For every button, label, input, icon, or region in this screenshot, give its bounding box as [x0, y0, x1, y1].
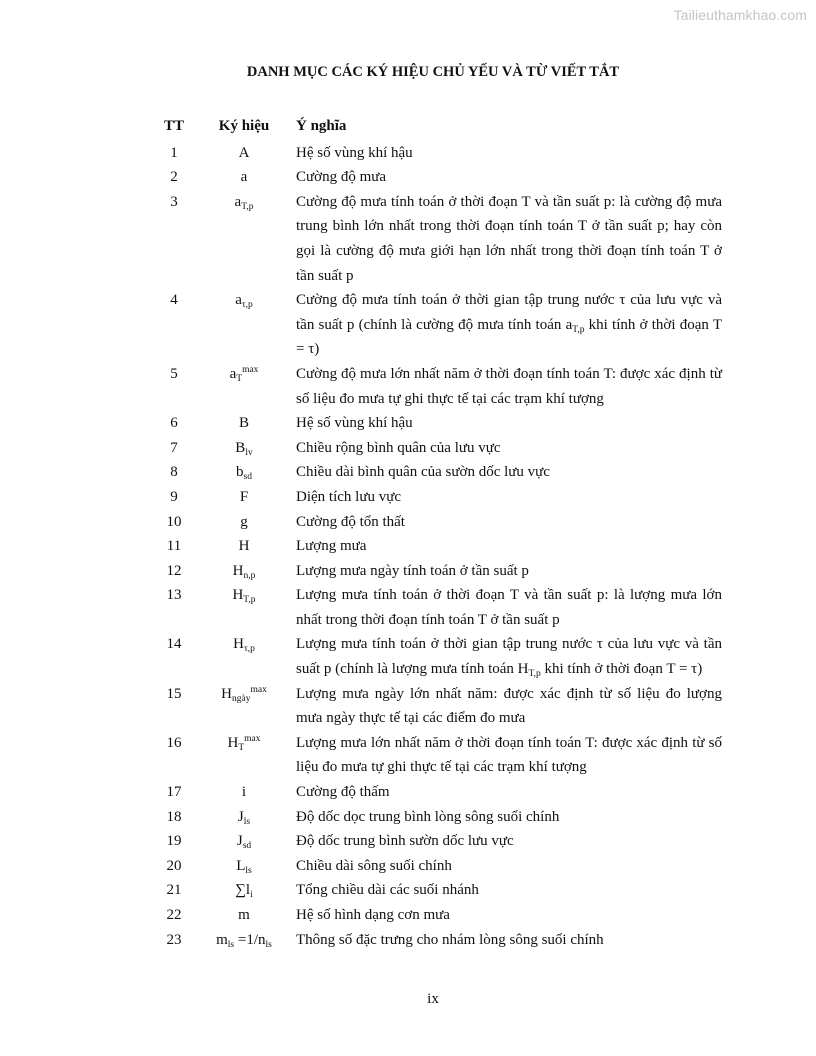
- row-symbol: [192, 165, 296, 190]
- symbol-base: a: [235, 292, 242, 309]
- row-number: 9: [170, 488, 178, 505]
- row-number: 10: [166, 513, 182, 530]
- symbol-subscript: sd: [243, 472, 252, 483]
- row-meaning: Chiều dài sông suối chính: [296, 857, 452, 874]
- symbol-superscript: max: [242, 364, 259, 375]
- symbol-base: a: [240, 169, 248, 186]
- symbol-base: J: [236, 833, 243, 850]
- symbol-base: m: [238, 907, 250, 923]
- row-number: 17: [166, 784, 182, 801]
- symbol-base: L: [236, 857, 246, 874]
- row-number: 15: [166, 685, 182, 702]
- table-row: [156, 903, 722, 928]
- symbol-subscript: ls: [243, 816, 251, 827]
- table-row: [156, 878, 722, 903]
- row-meaning: Hệ số vùng khí hậu: [296, 415, 413, 432]
- row-symbol: [192, 411, 296, 436]
- table-row: [156, 411, 722, 436]
- row-meaning: Cường độ thấm: [296, 784, 390, 801]
- row-number: 13: [166, 587, 182, 604]
- symbol-base: H: [232, 562, 244, 579]
- table-row: [156, 510, 722, 535]
- row-symbol: [192, 780, 296, 805]
- row-meaning: Thông số đặc trưng cho nhám lòng sông suối chính: [296, 931, 604, 948]
- row-meaning: Tổng chiều dài các suối nhánh: [296, 882, 479, 899]
- row-number: 7: [170, 439, 178, 456]
- header-symbol: Ký hiệu: [218, 118, 270, 134]
- table-row: [156, 854, 722, 879]
- row-meaning: Độ dốc trung bình sườn dốc lưu vực: [296, 833, 514, 850]
- symbol-base: H: [227, 734, 239, 751]
- table-row: [156, 682, 722, 731]
- symbol-superscript: max: [250, 684, 267, 695]
- row-meaning: Hệ số vùng khí hậu: [296, 144, 413, 161]
- row-number: 6: [170, 415, 178, 432]
- symbol-subscript: i: [250, 890, 253, 901]
- symbol-base: B: [238, 415, 249, 432]
- row-number: 14: [166, 636, 182, 653]
- symbol-base: m: [216, 931, 228, 948]
- symbol-base: H: [232, 587, 244, 604]
- row-number: 11: [166, 538, 182, 555]
- row-symbol: [192, 362, 296, 387]
- page-number: ix: [427, 991, 439, 1007]
- row-number: 4: [170, 292, 178, 309]
- row-number: 2: [170, 169, 178, 186]
- row-meaning: Lượng mưa lớn nhất năm ở thời đoạn tính toán T: được xác định từ số liệu đo mưa tự ghi thực tế tại các trạm khí tượng: [296, 734, 722, 776]
- row-symbol: [192, 141, 296, 166]
- meaning-text: Lượng mưa tính toán ở thời gian tập trung nước τ của lưu vực và tần suất p (chính là lượng mưa tính toán H: [296, 636, 722, 678]
- symbol-base: J: [237, 808, 244, 825]
- symbol-base: H: [221, 685, 232, 702]
- row-meaning: Lượng mưa ngày lớn nhất năm: được xác định từ số liệu đo lượng mưa ngày thực tế tại các điểm đo mưa: [296, 685, 722, 727]
- row-symbol: [192, 903, 296, 928]
- symbol-subscript: ngày: [232, 693, 251, 704]
- row-meaning: Hệ số hình dạng cơn mưa: [296, 907, 450, 923]
- row-meaning: Lượng mưa ngày tính toán ở tần suất p: [296, 562, 529, 579]
- page-title: DANH MỤC CÁC KÝ HIỆU CHỦ YẾU VÀ TỪ VIẾT TẮT: [246, 64, 620, 80]
- row-symbol: [192, 878, 296, 903]
- row-meaning: Độ dốc dọc trung bình lòng sông suối chính: [296, 808, 560, 825]
- row-number: 16: [166, 734, 182, 751]
- symbol-base: F: [239, 488, 249, 505]
- table-row: [156, 805, 722, 830]
- row-symbol: [192, 190, 296, 215]
- meaning-subscript: T,p: [572, 324, 585, 335]
- symbol-subscript: ls: [245, 865, 252, 876]
- table-header: [156, 114, 722, 139]
- symbol-base: B: [235, 439, 246, 456]
- symbol-base: H: [238, 538, 250, 555]
- row-symbol: [192, 583, 296, 608]
- table-row: [156, 141, 722, 166]
- row-number: 19: [166, 833, 182, 850]
- row-symbol: [192, 460, 296, 485]
- meaning-text: khi tính ở thời đoạn T = τ): [296, 316, 722, 358]
- symbol-base-2: =1/n: [234, 931, 266, 948]
- row-number: 5: [170, 365, 178, 382]
- table-row: [156, 632, 722, 681]
- symbol-subscript: τ,p: [241, 300, 253, 311]
- table-row: [156, 165, 722, 190]
- watermark: Tailieuthamkhao.com: [673, 7, 807, 23]
- meaning-text: khi tính ở thời đoạn T = τ): [540, 661, 703, 678]
- row-symbol: [192, 805, 296, 830]
- row-symbol: [192, 731, 296, 756]
- meaning-subscript: T,p: [528, 669, 541, 680]
- symbol-superscript: max: [244, 733, 261, 744]
- table-row: [156, 928, 722, 953]
- row-number: 22: [166, 907, 182, 923]
- row-number: 12: [166, 562, 182, 579]
- symbol-subscript: T,p: [243, 595, 256, 606]
- table-body: [156, 141, 722, 953]
- symbol-base: i: [241, 784, 247, 801]
- table-row: [156, 485, 722, 510]
- table-row: [156, 780, 722, 805]
- symbol-base: ∑l: [235, 882, 251, 899]
- header-tt: TT: [163, 118, 184, 134]
- row-symbol: [192, 854, 296, 879]
- row-symbol: [192, 436, 296, 461]
- row-symbol: [192, 829, 296, 854]
- symbol-subscript: ls: [227, 939, 235, 950]
- symbol-base: a: [234, 193, 242, 210]
- symbol-base: A: [238, 144, 250, 161]
- table-row: [156, 559, 722, 584]
- row-symbol: [192, 632, 296, 657]
- table-row: [156, 829, 722, 854]
- table-row: [156, 583, 722, 632]
- symbol-subscript: T: [238, 742, 245, 753]
- row-meaning: Chiều rộng bình quân của lưu vực: [296, 439, 501, 456]
- row-meaning: [296, 632, 722, 681]
- symbol-subscript-2: ls: [265, 939, 272, 950]
- symbol-subscript: sd: [242, 841, 252, 852]
- row-meaning: Lượng mưa: [296, 538, 367, 555]
- symbol-subscript: T,p: [241, 201, 254, 212]
- row-symbol: [192, 534, 296, 559]
- row-symbol: [192, 288, 296, 313]
- symbol-base: b: [236, 464, 244, 481]
- row-number: 18: [166, 808, 182, 825]
- row-number: 21: [166, 882, 182, 899]
- row-number: 1: [170, 144, 178, 161]
- table-row: [156, 731, 722, 780]
- table-row: [156, 190, 722, 288]
- row-symbol: [192, 682, 296, 707]
- symbol-subscript: τ,p: [243, 644, 255, 655]
- row-symbol: [192, 510, 296, 535]
- row-symbol: [192, 485, 296, 510]
- symbol-base: H: [233, 636, 244, 653]
- table-row: [156, 288, 722, 362]
- symbol-base: a: [229, 365, 237, 382]
- symbol-subscript: T: [236, 373, 243, 384]
- symbol-subscript: n,p: [243, 570, 256, 581]
- row-meaning: Diện tích lưu vực: [296, 488, 401, 505]
- table-row: [156, 362, 722, 411]
- row-number: 20: [166, 857, 182, 874]
- symbols-table: [156, 114, 722, 952]
- row-number: 8: [170, 464, 178, 481]
- row-meaning: Chiều dài bình quân của sườn dốc lưu vực: [296, 464, 550, 481]
- symbol-subscript: lv: [245, 447, 253, 458]
- row-meaning: [296, 288, 722, 362]
- table-row: [156, 534, 722, 559]
- row-meaning: Cường độ mưa tính toán ở thời đoạn T và tần suất p: là cường độ mưa trung bình lớn nhất trong thời đoạn tính toán T ở tần suất p; hay còn gọi là cường độ mưa giới hạn lớn nhất trong thời đoạn tính toán T ở tần suất p: [296, 193, 722, 284]
- symbol-base: g: [240, 513, 248, 530]
- table-row: [156, 436, 722, 461]
- meaning-text: Cường độ mưa tính toán ở thời gian tập trung nước τ của lưu vực và tần suất p (chính là cường độ mưa tính toán a: [296, 292, 722, 333]
- row-number: 3: [170, 193, 178, 210]
- row-symbol: [192, 559, 296, 584]
- row-symbol: [192, 928, 296, 953]
- row-meaning: Cường độ tổn thất: [296, 513, 405, 530]
- table-row: [156, 460, 722, 485]
- row-number: 23: [166, 931, 182, 948]
- header-meaning: Ý nghĩa: [296, 118, 347, 134]
- row-meaning: Cường độ mưa lớn nhất năm ở thời đoạn tính toán T: được xác định từ số liệu đo mưa tự ghi thực tế tại các trạm khí tượng: [296, 365, 722, 407]
- row-meaning: Lượng mưa tính toán ở thời đoạn T và tần suất p: là lượng mưa lớn nhất trong thời đoạn tính toán T ở tần suất p: [296, 587, 722, 628]
- row-meaning: Cường độ mưa: [296, 169, 387, 186]
